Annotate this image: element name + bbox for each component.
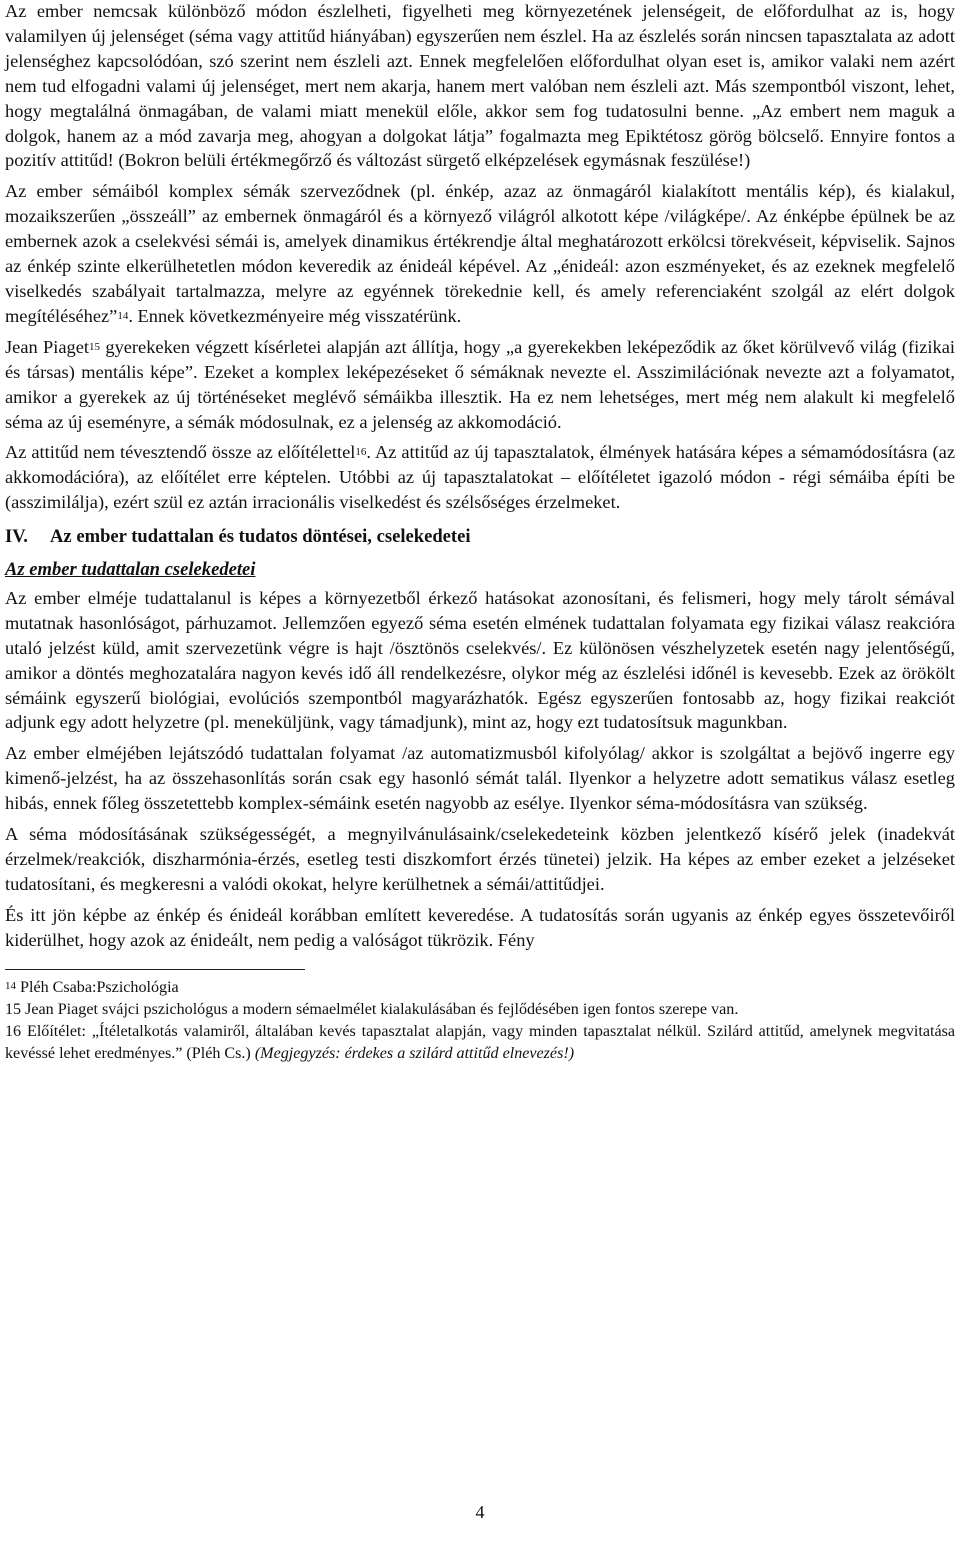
paragraph-self-ideal: És itt jön képbe az énkép és énideál korábban említett keveredése. A tudatosítás során ugyanis az énkép egyes összetevőiről kiderülhet, hogy azok az énideált, nem pedig a valóságot tükrözik. Fény bbox=[5, 904, 955, 950]
page-number: 4 bbox=[475, 1502, 485, 1522]
footnote-14-text: Pléh Csaba:Pszichológia bbox=[16, 978, 179, 996]
section-heading bbox=[5, 525, 955, 550]
footnote-ref-14[interactable]: 14 bbox=[117, 309, 129, 322]
paragraph-self-image-end: . Ennek következményeire még visszatérünk. bbox=[128, 305, 462, 326]
paragraph-piaget bbox=[5, 335, 955, 435]
footnote-16 bbox=[5, 1021, 955, 1065]
paragraph-piaget-rest: gyerekeken végzett kísérletei alapján azt állítja, hogy „a gyerekekben leképeződik az őket körülvevő világ (fizikai és társas) mentális képe”. Ezeket a komplex leképezéseket ő sémáknak nevezte el. Asszimilációnak nevezte azt a folyamatot, amikor a gyerekek az új történéseket meglévő sémáikba illesztik. Ha ez nem lehetséges, mert még nem alakult ki megfelelő séma az új eseményre, a sémák módosulnak, ez a jelenség az akkomodáció. bbox=[5, 336, 956, 432]
paragraph-schema-modification: A séma módosításának szükségességét, a megnyilvánulásaink/cselekedeteink közben jelentkező kísérő jelek (inadekvát érzelmek/reakciók, diszharmónia-érzés, esetleg testi diszkomfort érzés tünetei) jelzik. Ha képes az ember ezeket a jelzéseket tudatosítani, és megkeresni a valódi okokat, helyre kerülhetnek a sémái/attitűdjei. bbox=[5, 824, 955, 894]
footnote-divider bbox=[5, 969, 305, 970]
footnote-14-number: 14 bbox=[5, 979, 16, 992]
document-page bbox=[5, 0, 955, 1065]
paragraph-attitude-rest: . Az attitűd az új tapasztalatok, élmények hatására képes a sémamódosításra (az akkomodációra), az előítélet erre képtelen. Utóbbi az új tapasztalatokat – előítéletet igazoló módon - régi sémáiba építi be (asszimilálja), ezért szül ez aztán irracionális viselkedést és szélsőséges érzelmeket. bbox=[5, 442, 956, 513]
section-number: IV. bbox=[5, 526, 28, 548]
paragraph-self-image-text: Az ember sémáiból komplex sémák szerveződnek (pl. énkép, azaz az önmagáról kialakított mentális kép), és kialakul, mozaikszerűen „összeáll” az embernek önmagáról és a környező világról alkotott képe /világképe/. Az énképbe épülnek be az embernek azok a cselekvési sémái is, amelyek dinamikus értékrendje által meghatározott erkölcsi törekvéseit, képviselik. Sajnos az énkép szinte elkerülhetetlen módon keveredik az énideál képével. Az „énideál: azon eszményeket, és az ezeknek megfelelő viselkedés szabályait tartalmazza, melyre az egyénnek törekednie kell, és amely referenciaként szolgál az elért dolgok megítéléséhez” bbox=[5, 181, 955, 326]
paragraph-process: Az ember elméjében lejátszódó tudattalan folyamat /az automatizmusból kifolyólag/ akkor is szolgáltat a bejövő ingerre egy kimenő-jelzést, ha az összehasonlítás során csak egy hasonló sémát talál. Ilyenkor a helyzetre adott sematikus válasz esetleg hibás, ennek főleg összetettebb komplex-sémáink esetén nagyobb az esélye. Ilyenkor séma-módosításra van szükség. bbox=[5, 743, 955, 814]
footnote-ref-15[interactable]: 15 bbox=[89, 340, 101, 353]
footnote-16-text: 16 Előítélet: „Ítéletalkotás valamiről, általában kevés tapasztalat alapján, vagy minden tapasztalat nélkül. Szilárd attitűd, amelynek megvitatása kevéssé lehet eredményes.” (Pléh Cs.) bbox=[5, 1023, 955, 1063]
paragraph-perception: Az ember nemcsak különböző módon észlelheti, figyelheti meg környezetének jelenségeit, de előfordulhat az is, hogy valamilyen új jelenséget (séma vagy attitűd hiányában) egyszerűen nem észlel. Ha az észlelés során nincsen tapasztalata az adott jelenséghez kapcsolódóan, szó szerint nem észleli azt. Ennek megfelelően előfordulhat olyan eset is, amikor valaki nem azért nem tud elfogadni valami új jelenséget, mert nem akarja, hanem mert valóban nem észleli azt. Más szempontból viszont, lehet, hogy megtalálná önmagában, de valami miatt menekül előle, akkor sem fog tudatosulni benne. „Az embert nem maguk a dolgok, hanem az a mód zavarja meg, ahogyan a dolgokat látja” fogalmazta meg Epiktétosz görög bölcselő. Ennyire fontos a pozitív attitűd! (Bokron belüli értékmegőrző és változást sürgető elképzelések egymásnak feszülése!) bbox=[5, 1, 955, 171]
footnote-16-note: (Megjegyzés: érdekes a szilárd attitűd elnevezés!) bbox=[254, 1045, 575, 1063]
paragraph-attitude-start: Az attitűd nem tévesztendő össze az előítélettel bbox=[5, 442, 356, 463]
paragraph-piaget-start: Jean Piaget bbox=[5, 336, 90, 357]
paragraph-attitude bbox=[5, 440, 955, 515]
paragraph-unconscious: Az ember elméje tudattalanul is képes a környezetből érkező hatásokat azonosítani, és felismeri, hogy mely tárolt sémával mutatnak hasonlóságot, párhuzamot. Jellemzően egyező séma esetén elmének tudattalan folyamata egy fizikai válasz reakcióra utaló jelzést küld, amit szervezetünk végre is hajt /ösztönös cselekvés/. Ez különösen vészhelyzetek esetén nagy jelentőségű, amikor a döntés meghozatalára nagyon kevés idő áll rendelkezésre, olykor még az észlelési időnél is kevesebb. Ezek az örökölt sémáink egyszerű biológiai, evolúciós szempontból magyarázhatók. Egész egyszerűen fontosabb az, hogy fizikai reakciót adjunk egy adott helyzetre (pl. meneküljünk, vagy támadjunk), mint az, hogy ezt tudatosítsuk magunkban. bbox=[5, 587, 955, 733]
footnote-15: 15 Jean Piaget svájci pszichológus a modern sémaelmélet kialakulásában és fejlődésében igen fontos szerepe van. bbox=[5, 1000, 739, 1018]
section-title: Az ember tudattalan és tudatos döntései, cselekedetei bbox=[50, 526, 471, 548]
footnote-ref-16[interactable]: 16 bbox=[355, 446, 367, 459]
subsection-heading: Az ember tudattalan cselekedetei bbox=[5, 559, 256, 581]
footnote-14 bbox=[5, 977, 955, 999]
paragraph-self-image bbox=[5, 179, 955, 328]
